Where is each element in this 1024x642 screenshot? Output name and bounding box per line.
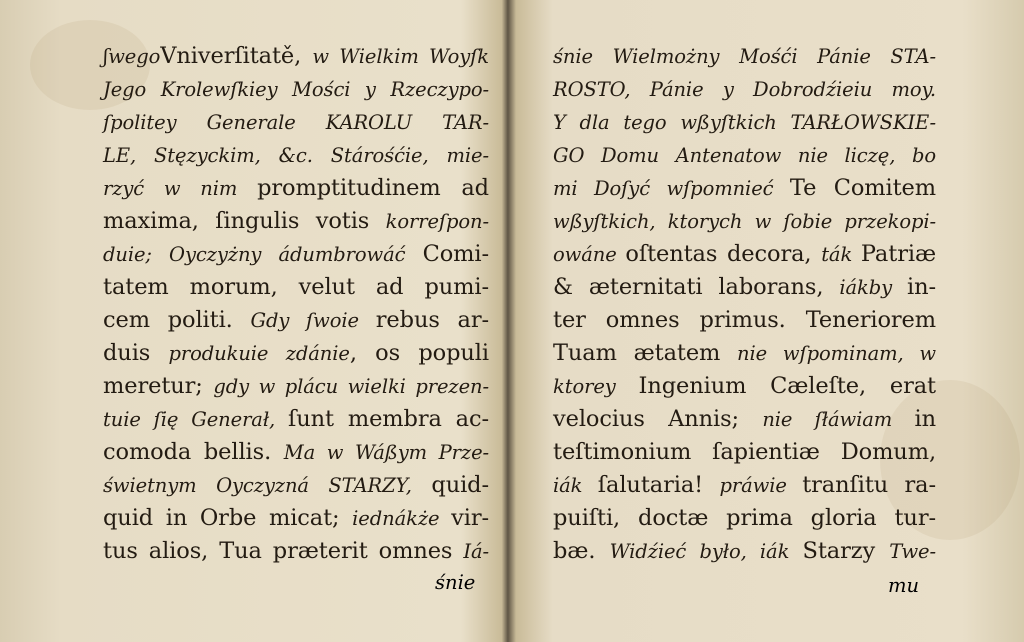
- text-line: [553, 205, 936, 238]
- text-run: Comi-: [422, 241, 489, 267]
- text-line: [553, 337, 936, 370]
- text-run: ter omnes primus. Teneriorem: [553, 307, 936, 333]
- text-run: duis: [103, 340, 169, 366]
- text-run: Starzy: [802, 538, 890, 564]
- text-run: gdy w plácu wielki prezen-: [213, 375, 489, 398]
- text-line: [103, 271, 489, 304]
- text-line: [103, 40, 489, 73]
- text-line: [103, 502, 489, 535]
- text-line: [553, 106, 936, 139]
- text-run: ſpolitey Generale KAROLU TAR-: [103, 111, 489, 134]
- text-line: [103, 436, 489, 469]
- text-run: puiſti, doctæ prima gloria tur-: [553, 505, 936, 531]
- text-run: rzyć w nim: [103, 177, 258, 200]
- text-run: ſunt membra ac-: [288, 406, 489, 432]
- text-line: [103, 238, 489, 271]
- text-run: Ingenium Cæleſte, erat: [638, 373, 936, 399]
- text-run: wßyſtkich, ktorych w ſobie przekopi-: [553, 210, 936, 233]
- text-run: ktorey: [553, 375, 639, 398]
- text-run: vir-: [451, 505, 489, 531]
- text-run: tus alios, Tua præterit omnes: [103, 538, 464, 564]
- text-run: iednákże: [352, 507, 452, 530]
- text-run: bæ.: [553, 538, 610, 564]
- text-line: [553, 238, 936, 271]
- text-run: ʃwego: [103, 45, 161, 68]
- text-line: [553, 304, 936, 337]
- text-run: Te Comitem: [789, 175, 936, 201]
- text-line: [553, 40, 936, 73]
- text-run: , os populi: [349, 340, 489, 366]
- text-run: in: [914, 406, 936, 432]
- text-run: tranſitu ra-: [802, 472, 936, 498]
- text-run: rebus ar-: [375, 307, 489, 333]
- text-run: śnie Wielmożny Mośći Pánie STA-: [553, 45, 936, 68]
- text-run: duie; Oyczyżny ádumbrowáć: [103, 243, 423, 266]
- text-line: [553, 271, 936, 304]
- text-run: promptitudinem ad: [257, 175, 489, 201]
- text-run: Jego Krolewſkiey Mości y Rzeczypo-: [103, 78, 489, 101]
- text-run: meretur;: [103, 373, 214, 399]
- text-line: [103, 304, 489, 337]
- text-line: [103, 535, 489, 568]
- text-run: iák: [553, 474, 598, 497]
- text-run: GO Domu Antenatow nie liczę, bo: [553, 144, 936, 167]
- text-line: [103, 73, 489, 106]
- text-run: teſtimonium ſapientiæ Domum,: [553, 439, 936, 465]
- text-run: tuie ſię Generał,: [103, 408, 289, 431]
- text-run: maxima, ſingulis votis: [103, 208, 386, 234]
- text-run: iákby: [839, 276, 908, 299]
- text-run: in-: [907, 274, 937, 300]
- text-run: nie ſłáwiam: [762, 408, 915, 431]
- text-run: świetnym Oyczyzná STARZY,: [103, 474, 432, 497]
- text-line: [103, 469, 489, 502]
- text-run: comoda bellis.: [103, 439, 284, 465]
- text-line: [553, 436, 936, 469]
- text-line: [553, 172, 936, 205]
- text-run: Patriæ: [860, 241, 936, 267]
- text-line: [103, 139, 489, 172]
- text-run: velocius Annis;: [553, 406, 763, 432]
- text-run: owáne: [553, 243, 626, 266]
- catchword: mu: [888, 574, 920, 597]
- catchword: śnie: [435, 571, 476, 594]
- text-run: quid in Orbe micat;: [103, 505, 353, 531]
- text-run: ták: [821, 243, 861, 266]
- text-run: Ma w Wáßym Prze-: [283, 441, 490, 464]
- text-line: [103, 172, 489, 205]
- text-line: [103, 337, 489, 370]
- text-run: w Wielkim Woyſk: [312, 45, 489, 68]
- text-run: Iá-: [463, 540, 489, 563]
- text-run: cem politi.: [103, 307, 251, 333]
- text-run: LE, Stęzyckim, &c. Stárośćie, mie-: [103, 144, 489, 167]
- text-run: oſtentas decora,: [625, 241, 822, 267]
- text-run: Gdy ſwoie: [250, 309, 376, 332]
- text-line: [553, 403, 936, 436]
- text-run: mi Doſyć wſpomnieć: [553, 177, 790, 200]
- text-run: nie wſpominam, w: [737, 342, 936, 365]
- text-run: práwie: [719, 474, 803, 497]
- text-run: ROSTO, Pánie y Dobrodźieiu moy.: [553, 78, 936, 101]
- text-line: [553, 73, 936, 106]
- left-page: [0, 0, 505, 642]
- text-run: produkuie zdánie: [168, 342, 350, 365]
- text-run: & æternitati laborans,: [553, 274, 840, 300]
- text-run: quid-: [431, 472, 489, 498]
- text-run: Vniverſitatě,: [160, 43, 313, 69]
- text-run: Widźieć było, iák: [609, 540, 803, 563]
- text-run: ſalutaria!: [597, 472, 720, 498]
- text-run: Tuam ætatem: [553, 340, 738, 366]
- text-line: [103, 205, 489, 238]
- text-run: korreſpon-: [385, 210, 489, 233]
- text-run: Twe-: [889, 540, 936, 563]
- text-line: [103, 403, 489, 436]
- text-run: Y dla tego wßyſtkich TARŁOWSKIE-: [553, 111, 936, 134]
- text-line: [103, 370, 489, 403]
- text-line: [553, 370, 936, 403]
- text-line: [553, 535, 936, 568]
- text-run: tatem morum, velut ad pumi-: [103, 274, 489, 300]
- text-line: [553, 139, 936, 172]
- right-page: [515, 0, 1024, 642]
- text-line: [103, 106, 489, 139]
- text-line: [553, 502, 936, 535]
- text-line: [553, 469, 936, 502]
